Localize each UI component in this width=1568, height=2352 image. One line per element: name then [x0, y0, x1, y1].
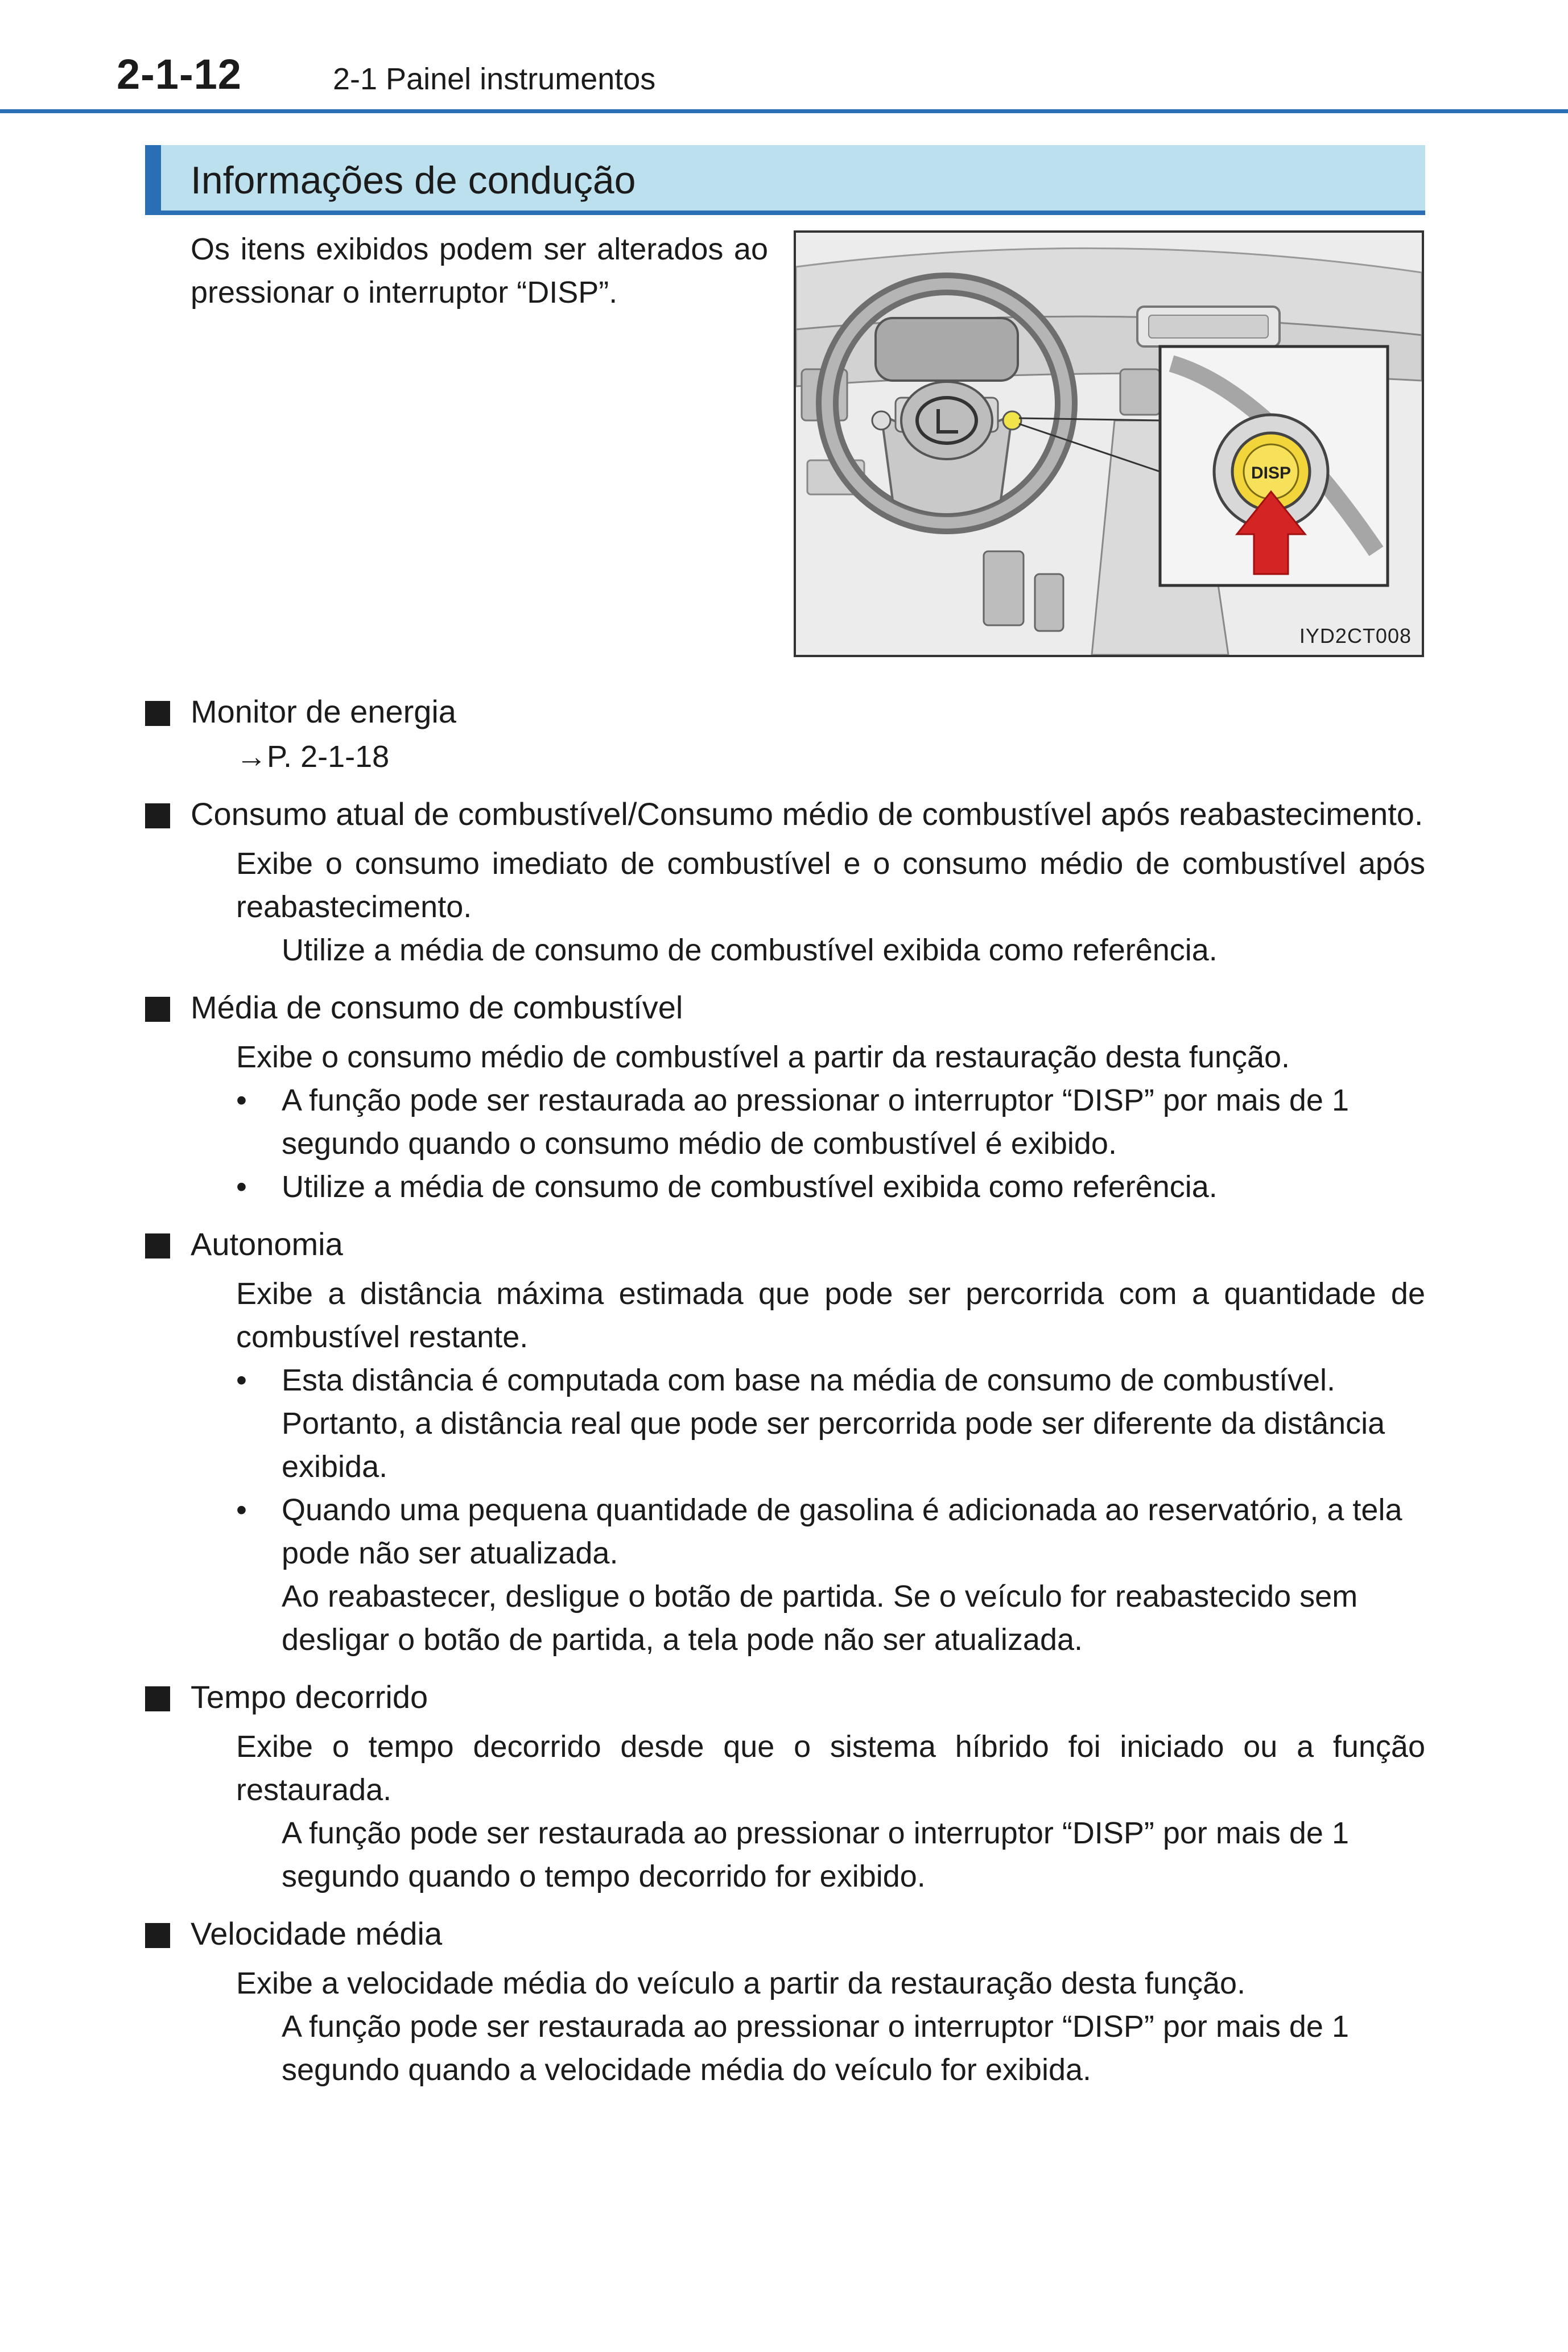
square-bullet-icon — [145, 1923, 170, 1948]
note: A função pode ser restaurada ao pressionar o interruptor “DISP” por mais de 1 segundo quando a velocidade média do veículo for exibida. — [282, 2009, 1349, 2087]
section-title: Consumo atual de combustível/Consumo médio de combustível após reabastecimento. — [145, 791, 1425, 837]
section-average-speed — [191, 1911, 1425, 2091]
section-title: Tempo decorrido — [145, 1674, 1425, 1720]
section-title: Monitor de energia — [145, 688, 1425, 735]
intro-paragraph: Os itens exibidos podem ser alterados ao pressionar o interruptor “DISP”. — [191, 232, 768, 310]
note: Utilize a média de consumo de combustível exibida como referência. — [282, 933, 1218, 967]
square-bullet-icon — [145, 701, 170, 726]
section-elapsed-time — [191, 1674, 1425, 1898]
content — [191, 688, 1425, 2104]
section-title: Velocidade média — [145, 1911, 1425, 1957]
title-underline — [145, 211, 1425, 215]
section-label: 2-1 Painel instrumentos — [333, 62, 656, 96]
list-item: • A função pode ser restaurada ao pressionar o interruptor “DISP” por mais de 1 segundo quando o consumo médio de combustível é exibido. — [236, 1083, 1349, 1161]
square-bullet-icon — [145, 1233, 170, 1258]
note: A função pode ser restaurada ao pressionar o interruptor “DISP” por mais de 1 segundo quando o tempo decorrido for exibido. — [282, 1816, 1349, 1893]
paragraph: Exibe a distância máxima estimada que pode ser percorrida com a quantidade de combustível restante. — [236, 1277, 1425, 1354]
paragraph: Exibe o tempo decorrido desde que o sistema híbrido foi iniciado ou a função restaurada. — [236, 1730, 1425, 1807]
section-current-consumption — [191, 791, 1425, 972]
section-energy-monitor — [191, 688, 1425, 778]
section-title: Média de consumo de combustível — [145, 984, 1425, 1031]
figure-code: IYD2CT008 — [1299, 624, 1412, 647]
list-item-continuation: Ao reabastecer, desligue o botão de partida. Se o veículo for reabastecido sem desligar o botão de partida, a tela pode não ser atualizada. — [282, 1579, 1358, 1657]
square-bullet-icon — [145, 1686, 170, 1711]
list-item: • Esta distância é computada com base na média de consumo de combustível. — [236, 1363, 1336, 1397]
dashboard-illustration — [794, 230, 1424, 657]
list-item: • Utilize a média de consumo de combustível exibida como referência. — [236, 1170, 1218, 1204]
square-bullet-icon — [145, 803, 170, 828]
page-title: Informações de condução — [191, 159, 636, 202]
header-rule — [0, 109, 1568, 113]
paragraph: Exibe o consumo imediato de combustível e o consumo médio de combustível após reabastecimento. — [236, 847, 1425, 924]
title-accent — [145, 145, 161, 213]
dashboard-drawing — [796, 233, 1422, 655]
paragraph: Exibe o consumo médio de combustível a partir da restauração desta função. — [236, 1040, 1290, 1074]
paragraph: Exibe a velocidade média do veículo a partir da restauração desta função. — [236, 1966, 1246, 2000]
section-average-consumption — [191, 984, 1425, 1208]
section-range — [191, 1221, 1425, 1661]
disp-button-label: DISP — [1251, 464, 1291, 482]
page-number: 2-1-12 — [117, 51, 242, 98]
page-reference: →P. 2-1-18 — [236, 740, 390, 774]
list-item-continuation: Portanto, a distância real que pode ser percorrida pode ser diferente da distância exibida. — [282, 1406, 1385, 1484]
section-title: Autonomia — [145, 1221, 1425, 1268]
page-header — [0, 0, 1568, 114]
list-item: • Quando uma pequena quantidade de gasolina é adicionada ao reservatório, a tela pode não ser atualizada. — [236, 1493, 1402, 1570]
square-bullet-icon — [145, 997, 170, 1022]
